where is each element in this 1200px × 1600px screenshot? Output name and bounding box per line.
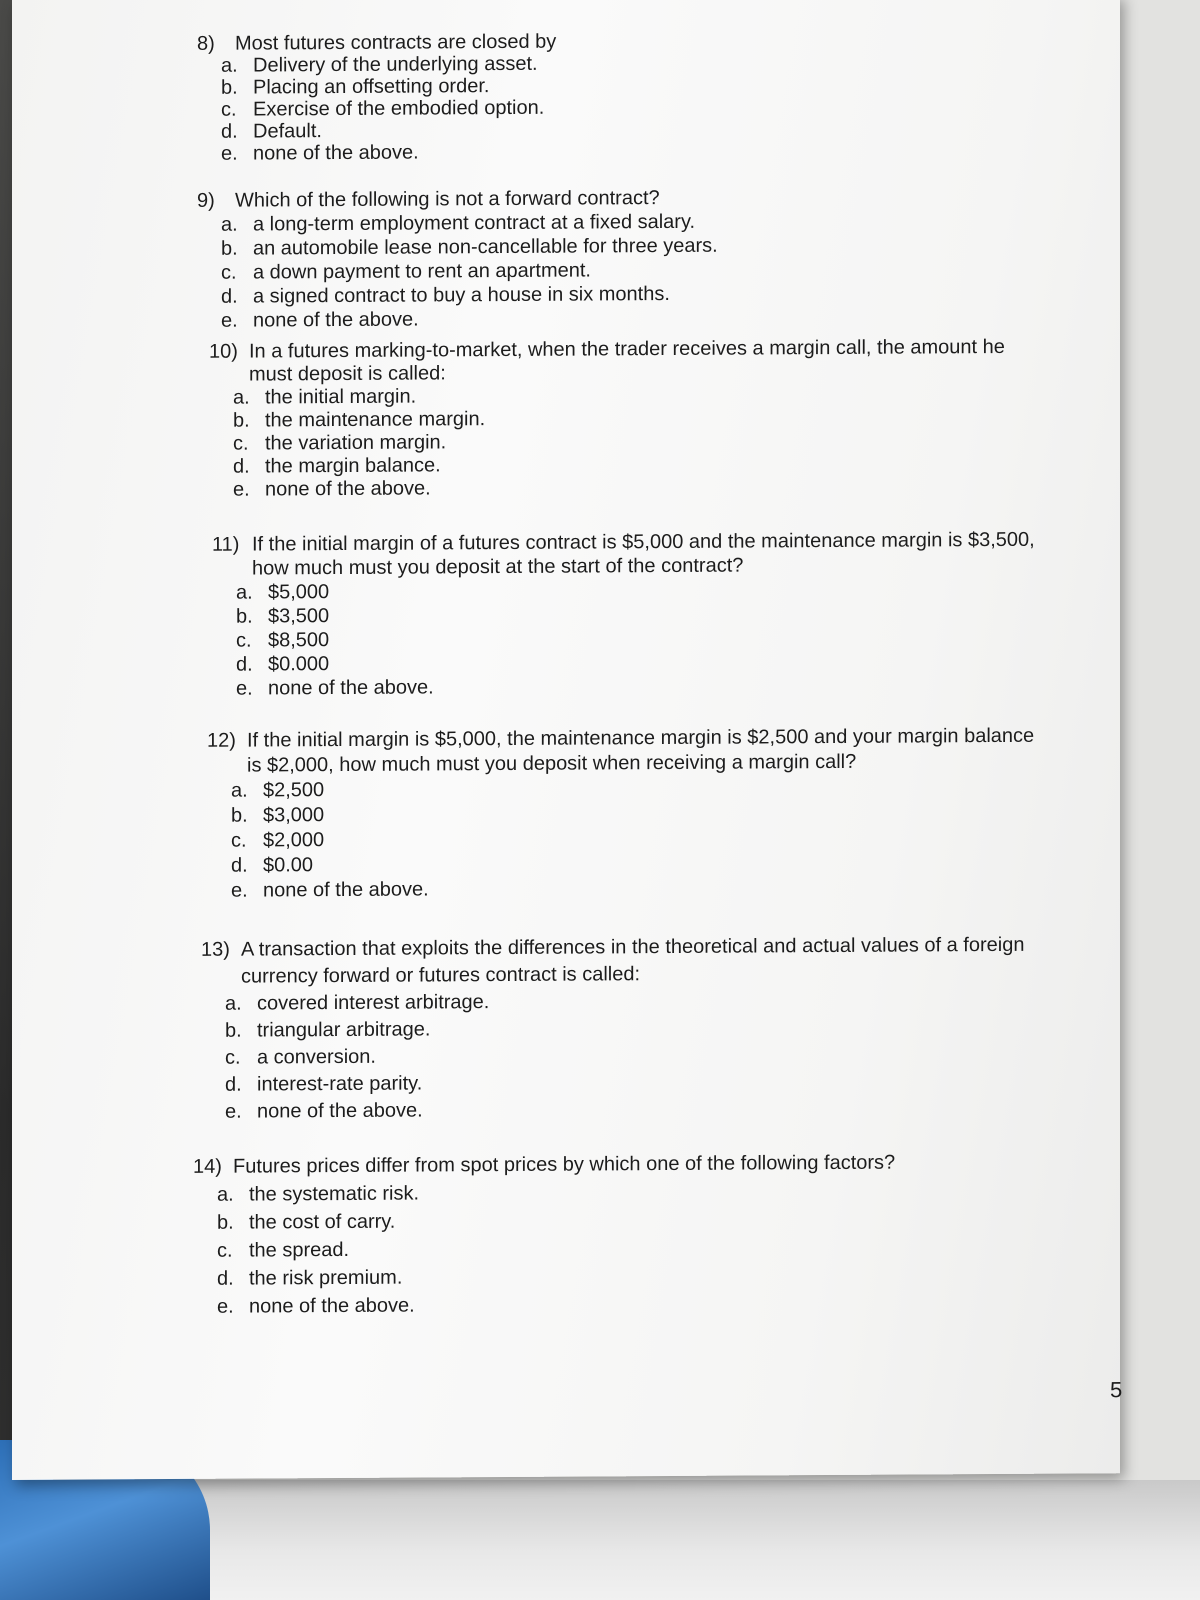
question-text: A transaction that exploits the differences in the theoretical and actual values of a foreign currency forward or futures contract is called: [241, 933, 1025, 988]
option-letter: b. [221, 76, 238, 99]
option-letter: c. [233, 432, 249, 455]
option-letter: b. [231, 804, 248, 827]
option-text: none of the above. [257, 1099, 423, 1123]
option-text: the margin balance. [265, 454, 441, 478]
question-text: If the initial margin of a futures contract is $5,000 and the maintenance margin is $3,500, how much must you deposit at the start of the contract? [252, 528, 1035, 580]
option-text: a long-term employment contract at a fixed salary. [253, 210, 696, 236]
option-letter: c. [221, 98, 237, 121]
question-number: 13) [201, 938, 230, 961]
page-number: 5 [1110, 1377, 1123, 1403]
option-text: none of the above. [265, 477, 431, 501]
exam-page [12, 0, 1123, 1480]
question-stem [193, 1148, 1013, 1181]
option-text: the cost of carry. [249, 1210, 396, 1234]
question-number: 8) [197, 32, 215, 55]
option-text: $3,000 [263, 804, 325, 827]
option-letter: b. [225, 1019, 242, 1042]
option-letter: d. [236, 653, 253, 676]
option-text: none of the above. [263, 878, 429, 902]
option-letter: e. [233, 478, 250, 501]
option-letter: c. [221, 261, 237, 284]
option-text: triangular arbitrage. [257, 1018, 431, 1042]
question-text: Futures prices differ from spot prices by which one of the following factors? [233, 1151, 896, 1178]
option-text: $0.000 [268, 653, 330, 676]
option-letter: d. [221, 285, 238, 308]
option-letter: a. [221, 54, 238, 77]
option-text: none of the above. [253, 308, 419, 332]
option-letter: a. [217, 1183, 234, 1206]
answer-option-e [231, 874, 1052, 904]
question-number: 12) [207, 729, 236, 752]
answer-options [231, 774, 1052, 904]
option-text: the systematic risk. [249, 1182, 420, 1206]
option-text: none of the above. [268, 676, 434, 700]
option-text: Delivery of the underlying asset. [253, 52, 538, 77]
answer-option-e [217, 1288, 1013, 1321]
option-letter: b. [217, 1211, 234, 1234]
option-letter: b. [233, 409, 250, 432]
question-9 [197, 183, 1077, 332]
option-letter: e. [221, 142, 238, 165]
answer-options [236, 576, 1042, 701]
option-letter: a. [233, 386, 250, 409]
option-letter: d. [217, 1267, 234, 1290]
option-text: the variation margin. [265, 431, 447, 455]
question-number: 10) [209, 340, 238, 363]
answer-option-e [221, 137, 1077, 164]
option-text: Default. [253, 120, 322, 143]
option-letter: e. [221, 309, 238, 332]
option-text: $3,500 [268, 605, 330, 628]
answer-options [225, 986, 1076, 1126]
option-letter: c. [236, 629, 252, 652]
question-11 [212, 528, 1042, 701]
question-stem [212, 528, 1042, 581]
option-text: a conversion. [257, 1045, 376, 1069]
question-12 [207, 724, 1052, 904]
option-text: Exercise of the embodied option. [253, 96, 545, 121]
question-8 [197, 27, 1077, 164]
option-text: covered interest arbitrage. [257, 991, 490, 1015]
option-text: $2,500 [263, 779, 325, 802]
option-letter: d. [233, 455, 250, 478]
option-letter: a. [225, 992, 242, 1015]
question-stem [209, 336, 1021, 387]
answer-option-e [233, 474, 1021, 502]
option-letter: d. [231, 854, 248, 877]
answer-options [233, 382, 1021, 502]
option-letter: e. [225, 1100, 242, 1123]
option-letter: e. [217, 1295, 234, 1318]
answer-option-e [236, 672, 1042, 701]
question-stem [207, 724, 1052, 779]
question-number: 9) [197, 189, 215, 212]
option-letter: b. [236, 605, 253, 628]
option-text: a down payment to rent an apartment. [253, 259, 591, 284]
option-letter: a. [236, 581, 253, 604]
question-13 [201, 932, 1076, 1126]
question-10 [209, 336, 1021, 502]
option-text: an automobile lease non-cancellable for three years. [253, 234, 718, 260]
option-text: the spread. [249, 1238, 350, 1262]
option-text: $0.00 [263, 854, 314, 877]
option-text: none of the above. [253, 141, 419, 165]
option-text: the initial margin. [265, 385, 417, 409]
answer-option-e [221, 303, 1077, 332]
option-letter: b. [221, 237, 238, 260]
question-list [193, 27, 1077, 1318]
question-14 [193, 1148, 1013, 1321]
answer-options [221, 207, 1077, 332]
option-letter: d. [225, 1073, 242, 1096]
answer-option-e [225, 1094, 1076, 1126]
question-text: In a futures marking-to-market, when the trader receives a margin call, the amount he must deposit is called: [249, 335, 1005, 386]
option-text: $8,500 [268, 629, 330, 652]
question-number: 11) [212, 533, 240, 556]
option-text: $2,000 [263, 829, 325, 852]
question-stem [201, 932, 1076, 991]
option-text: the risk premium. [249, 1266, 403, 1290]
option-letter: e. [236, 677, 253, 700]
question-number: 14) [193, 1155, 222, 1178]
question-text: If the initial margin is $5,000, the maintenance margin is $2,500 and your margin balance is $2,000, how much must you deposit when receiving a margin call? [247, 724, 1035, 777]
question-text: Which of the following is not a forward contract? [235, 187, 660, 212]
option-letter: a. [231, 779, 248, 802]
option-letter: c. [217, 1239, 233, 1262]
option-text: the maintenance margin. [265, 408, 486, 432]
option-letter: d. [221, 120, 238, 143]
option-text: interest-rate parity. [257, 1072, 423, 1096]
question-text: Most futures contracts are closed by [235, 30, 557, 55]
option-letter: e. [231, 879, 248, 902]
option-text: Placing an offsetting order. [253, 75, 490, 99]
option-letter: c. [231, 829, 247, 852]
option-text: none of the above. [249, 1294, 415, 1318]
option-letter: a. [221, 213, 238, 236]
option-text: $5,000 [268, 581, 330, 604]
answer-options [221, 49, 1077, 164]
option-letter: c. [225, 1046, 241, 1069]
option-text: a signed contract to buy a house in six months. [253, 282, 670, 308]
answer-options [217, 1176, 1013, 1321]
